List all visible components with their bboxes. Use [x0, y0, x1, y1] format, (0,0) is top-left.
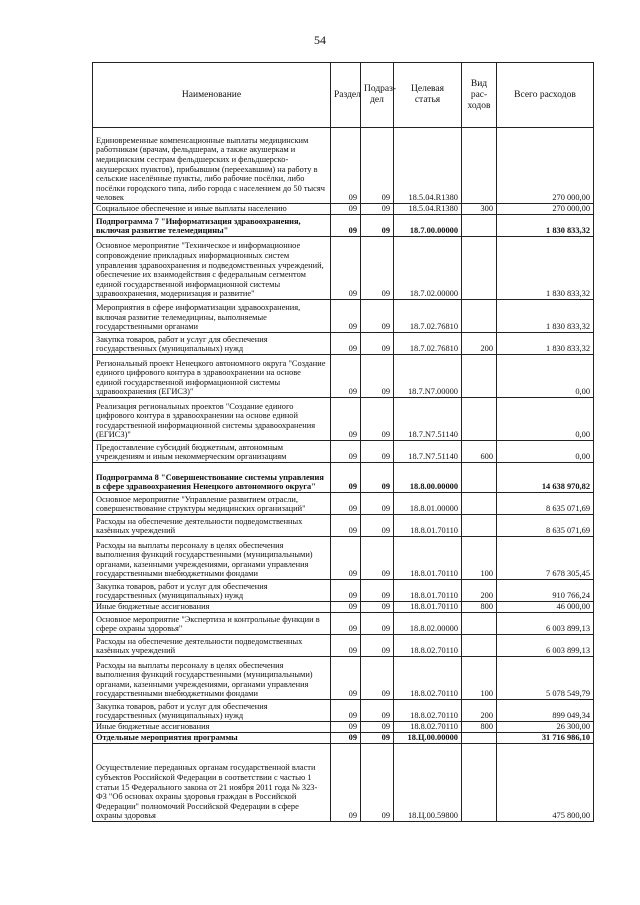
table-row	[93, 613, 594, 635]
table-row	[93, 493, 594, 515]
cell-name: Мероприятия в сфере информатизации здравоохранения, включая развитие телемедицины, выполняемые государственными органами	[93, 300, 331, 333]
cell-razdel: 09	[331, 355, 361, 398]
cell-name: Основное мероприятие "Техническое и информационное сопровождение прикладных информационных систем управления здравоохранения и подведомственных учреждений, обеспечение их взаимодействия с федеральным сегментом единой государственной информационной системы здравоохранения, модернизация и развитие"	[93, 237, 331, 300]
table-row	[93, 215, 594, 237]
cell-total: 6 003 899,13	[497, 613, 594, 635]
cell-total: 475 800,00	[497, 744, 594, 822]
cell-vid	[462, 463, 497, 493]
cell-name: Иные бюджетные ассигнования	[93, 722, 331, 733]
cell-razdel: 09	[331, 700, 361, 722]
cell-total: 1 830 833,32	[497, 237, 594, 300]
cell-total: 8 635 071,69	[497, 515, 594, 537]
table-row	[93, 355, 594, 398]
cell-razdel: 09	[331, 537, 361, 580]
cell-total: 270 000,00	[497, 204, 594, 215]
cell-vid	[462, 300, 497, 333]
cell-name: Осуществление переданных органам государственной власти субъектов Российской Федерации в соответствии с частью 1 статьи 15 Федерального закона от 21 ноября 2011 года № 323-ФЗ "Об основах охраны здоровья граждан в Российской Федерации" полномочий Российской Федерации в сфере охраны здоровья	[93, 744, 331, 822]
cell-name: Расходы на выплаты персоналу в целях обеспечения выполнения функций государственными (муниципальными) органами, казенными учреждениями, органами управления государственными внебюджетными фондами	[93, 537, 331, 580]
table-row	[93, 722, 594, 733]
header-total: Всего расходов	[497, 63, 594, 128]
cell-podrazdel: 09	[361, 237, 394, 300]
cell-razdel: 09	[331, 657, 361, 700]
table-row	[93, 537, 594, 580]
cell-vid: 200	[462, 700, 497, 722]
cell-statya: 18.8.02.00000	[394, 613, 462, 635]
cell-razdel: 09	[331, 204, 361, 215]
cell-statya: 18.8.00.00000	[394, 463, 462, 493]
cell-razdel: 09	[331, 602, 361, 613]
cell-statya: 18.5.04.R1380	[394, 128, 462, 204]
cell-total: 5 078 549,79	[497, 657, 594, 700]
cell-vid: 200	[462, 580, 497, 602]
cell-vid	[462, 733, 497, 744]
cell-total: 14 638 970,82	[497, 463, 594, 493]
cell-statya: 18.Ц.00.59800	[394, 744, 462, 822]
cell-razdel: 09	[331, 215, 361, 237]
cell-name: Реализация региональных проектов "Создание единого цифрового контура в здравоохранении на основе единой государственной информационной системы здравоохранения (ЕГИСЗ)"	[93, 398, 331, 441]
table-row	[93, 700, 594, 722]
table-row	[93, 300, 594, 333]
cell-vid	[462, 744, 497, 822]
cell-podrazdel: 09	[361, 613, 394, 635]
cell-total: 7 678 305,45	[497, 537, 594, 580]
header-vid-text: Вид рас- ходов	[467, 78, 491, 111]
cell-podrazdel: 09	[361, 333, 394, 355]
cell-total: 1 830 833,32	[497, 300, 594, 333]
cell-name: Закупка товаров, работ и услуг для обеспечения государственных (муниципальных) нужд	[93, 580, 331, 602]
cell-statya: 18.8.01.70110	[394, 515, 462, 537]
cell-total: 899 049,34	[497, 700, 594, 722]
table-row	[93, 333, 594, 355]
table-row	[93, 580, 594, 602]
cell-razdel: 09	[331, 580, 361, 602]
table-header-row	[93, 63, 594, 128]
cell-statya: 18.8.01.70110	[394, 580, 462, 602]
cell-podrazdel: 09	[361, 204, 394, 215]
cell-statya: 18.8.02.70110	[394, 722, 462, 733]
cell-razdel: 09	[331, 515, 361, 537]
header-statya-text: Целевая статья	[411, 84, 444, 105]
cell-razdel: 09	[331, 613, 361, 635]
header-podrazdel-text: Подраз- дел	[364, 84, 397, 105]
cell-podrazdel: 09	[361, 580, 394, 602]
cell-name: Расходы на обеспечение деятельности подведомственных казённых учреждений	[93, 515, 331, 537]
cell-name: Иные бюджетные ассигнования	[93, 602, 331, 613]
cell-podrazdel: 09	[361, 635, 394, 657]
cell-name: Основное мероприятие "Экспертиза и контрольные функции в сфере охраны здоровья"	[93, 613, 331, 635]
cell-razdel: 09	[331, 333, 361, 355]
header-podrazdel	[361, 63, 397, 128]
table-row	[93, 744, 594, 822]
cell-podrazdel: 09	[361, 537, 394, 580]
cell-podrazdel: 09	[361, 300, 394, 333]
cell-statya: 18.8.02.70110	[394, 635, 462, 657]
cell-vid	[462, 215, 497, 237]
cell-vid	[462, 355, 497, 398]
cell-vid	[462, 237, 497, 300]
cell-vid	[462, 493, 497, 515]
cell-name: Предоставление субсидий бюджетным, автономным учреждениям и иным некоммерческим организациям	[93, 441, 331, 463]
table-row	[93, 128, 594, 204]
cell-total: 270 000,00	[497, 128, 594, 204]
cell-vid	[462, 398, 497, 441]
cell-statya: 18.7.00.00000	[394, 215, 462, 237]
cell-statya: 18.7.02.76810	[394, 333, 462, 355]
cell-name: Закупка товаров, работ и услуг для обеспечения государственных (муниципальных) нужд	[93, 700, 331, 722]
cell-podrazdel: 09	[361, 128, 394, 204]
cell-razdel: 09	[331, 463, 361, 493]
budget-table	[92, 62, 594, 822]
cell-statya: 18.7.N7.00000	[394, 355, 462, 398]
cell-razdel: 09	[331, 441, 361, 463]
page-number: 54	[314, 33, 326, 47]
cell-podrazdel: 09	[361, 355, 394, 398]
cell-vid	[462, 128, 497, 204]
cell-total: 31 716 986,10	[497, 733, 594, 744]
cell-vid	[462, 613, 497, 635]
cell-razdel: 09	[331, 733, 361, 744]
cell-podrazdel: 09	[361, 215, 394, 237]
cell-name: Подпрограмма 7 "Информатизация здравоохранения, включая развитие телемедицины"	[93, 215, 331, 237]
cell-razdel: 09	[331, 635, 361, 657]
cell-statya: 18.8.02.70110	[394, 700, 462, 722]
cell-razdel: 09	[331, 128, 361, 204]
cell-razdel: 09	[331, 398, 361, 441]
cell-podrazdel: 09	[361, 657, 394, 700]
cell-vid: 100	[462, 657, 497, 700]
cell-vid: 300	[462, 204, 497, 215]
cell-statya: 18.Ц.00.00000	[394, 733, 462, 744]
table-row	[93, 237, 594, 300]
cell-statya: 18.8.01.70110	[394, 602, 462, 613]
cell-vid: 200	[462, 333, 497, 355]
cell-total: 0,00	[497, 398, 594, 441]
cell-podrazdel: 09	[361, 733, 394, 744]
cell-vid	[462, 635, 497, 657]
cell-razdel: 09	[331, 300, 361, 333]
cell-total: 46 000,00	[497, 602, 594, 613]
cell-statya: 18.8.01.70110	[394, 537, 462, 580]
cell-total: 26 300,00	[497, 722, 594, 733]
cell-razdel: 09	[331, 744, 361, 822]
cell-name: Закупка товаров, работ и услуг для обеспечения государственных (муниципальных) нужд	[93, 333, 331, 355]
cell-name: Социальное обеспечение и иные выплаты населению	[93, 204, 331, 215]
cell-name: Расходы на выплаты персоналу в целях обеспечения выполнения функций государственными (муниципальными) органами, казенными учреждениями, органами управления государственными внебюджетными фондами	[93, 657, 331, 700]
cell-razdel: 09	[331, 722, 361, 733]
cell-vid: 100	[462, 537, 497, 580]
header-razdel: Раздел	[331, 63, 361, 128]
table-row	[93, 635, 594, 657]
header-name: Наименование	[93, 63, 331, 128]
cell-name: Единовременные компенсационные выплаты медицинским работникам (врачам, фельдшерам, а также акушеркам и медицинским сестрам фельдшерских и фельдшерско-акушерских пунктов), прибывшим (переехавшим) на работу в сельские населённые пункты, либо рабочие посёлки, либо посёлки городского типа, либо города с населением до 50 тысяч человек	[93, 128, 331, 204]
cell-statya: 18.8.02.70110	[394, 657, 462, 700]
cell-statya: 18.7.02.00000	[394, 237, 462, 300]
cell-statya: 18.8.01.00000	[394, 493, 462, 515]
table-row	[93, 515, 594, 537]
cell-podrazdel: 09	[361, 463, 394, 493]
cell-total: 0,00	[497, 355, 594, 398]
cell-total: 1 830 833,32	[497, 333, 594, 355]
cell-podrazdel: 09	[361, 493, 394, 515]
cell-total: 910 766,24	[497, 580, 594, 602]
cell-vid: 800	[462, 602, 497, 613]
cell-name: Расходы на обеспечение деятельности подведомственных казённых учреждений	[93, 635, 331, 657]
cell-vid: 800	[462, 722, 497, 733]
table-row	[93, 441, 594, 463]
cell-name: Подпрограмма 8 "Совершенствование системы управления в сфере здравоохранения Ненецкого автономного округа"	[93, 463, 331, 493]
cell-statya: 18.7.02.76810	[394, 300, 462, 333]
cell-podrazdel: 09	[361, 441, 394, 463]
cell-razdel: 09	[331, 493, 361, 515]
cell-name: Региональный проект Ненецкого автономного округа "Создание единого цифрового контура в здравоохранении на основе единой государственной информационной системы здравоохранения (ЕГИСЗ)"	[93, 355, 331, 398]
table-row	[93, 733, 594, 744]
header-vid	[462, 63, 497, 128]
table-row	[93, 398, 594, 441]
cell-razdel: 09	[331, 237, 361, 300]
cell-name: Отдельные мероприятия программы	[93, 733, 331, 744]
table-row	[93, 204, 594, 215]
cell-podrazdel: 09	[361, 515, 394, 537]
cell-total: 6 003 899,13	[497, 635, 594, 657]
cell-vid: 600	[462, 441, 497, 463]
cell-total: 1 830 833,32	[497, 215, 594, 237]
cell-podrazdel: 09	[361, 744, 394, 822]
cell-total: 0,00	[497, 441, 594, 463]
table-row	[93, 463, 594, 493]
table-row	[93, 657, 594, 700]
cell-podrazdel: 09	[361, 398, 394, 441]
header-statya	[394, 63, 462, 128]
table-row	[93, 602, 594, 613]
cell-vid	[462, 515, 497, 537]
cell-statya: 18.5.04.R1380	[394, 204, 462, 215]
cell-statya: 18.7.N7.51140	[394, 441, 462, 463]
cell-podrazdel: 09	[361, 700, 394, 722]
cell-podrazdel: 09	[361, 722, 394, 733]
table-body	[93, 128, 594, 822]
cell-name: Основное мероприятие "Управление развитием отрасли, совершенствование структуры медицинских организаций"	[93, 493, 331, 515]
cell-podrazdel: 09	[361, 602, 394, 613]
cell-total: 8 635 071,69	[497, 493, 594, 515]
cell-statya: 18.7.N7.51140	[394, 398, 462, 441]
